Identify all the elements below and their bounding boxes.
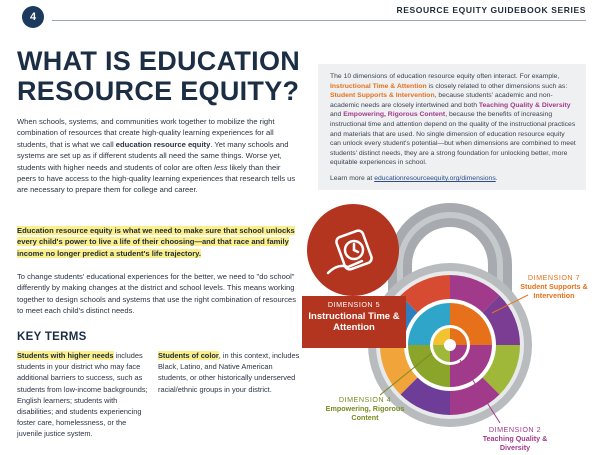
page-number: 4	[29, 11, 37, 23]
key-term-students-of-color	[158, 350, 303, 395]
dimension7-label: DIMENSION 7	[527, 273, 581, 282]
callout-dim2: Teaching Quality & Diversity	[478, 101, 571, 109]
title-line-1: WHAT IS EDUCATION	[17, 46, 301, 76]
key-terms-heading: KEY TERMS	[17, 331, 87, 343]
dimension4-callout	[324, 395, 406, 423]
callout-text-1: The 10 dimensions of education resource equity often interact. For example,	[330, 73, 560, 80]
learn-more-suffix: .	[495, 174, 498, 182]
highlighted-statement: Education resource equity is what we need to make sure that school unlocks every child's power to live a life of their choosing—and that race and family income no longer predict a student's life trajectory.	[17, 226, 295, 258]
learn-more-line	[330, 174, 576, 184]
key-term-higher-needs	[17, 350, 152, 440]
callout-dim4: Empowering, Rigorous Content	[343, 111, 446, 119]
p1-italic-word: less	[214, 162, 228, 172]
term-students-of-color-definition: , in this context, includes Black, Latino, and Native American students, or other historically underserved racial/ethnic groups in your district.	[158, 351, 300, 394]
change-paragraph: To change students' educational experiences for the better, we need to "do school" differently by making changes at the district and school levels. This means working together to design schools and systems that use the right combination of resources to meet each child's distinct needs.	[17, 272, 297, 316]
dimension7-name: Student Supports & Intervention	[520, 282, 588, 301]
highlight-paragraph	[17, 225, 299, 259]
callout-dim7: Student Supports & Intervention	[330, 92, 435, 100]
header-divider	[52, 20, 586, 21]
page-title	[17, 46, 307, 106]
series-title: RESOURCE EQUITY GUIDEBOOK SERIES	[396, 5, 586, 15]
term-students-of-color: Students of color	[158, 351, 219, 360]
dimension4-label: DIMENSION 4	[338, 395, 392, 404]
callout-text-4: and	[330, 111, 344, 119]
learn-more-prefix: Learn more at	[330, 174, 375, 182]
dimensions-callout	[318, 64, 586, 190]
callout-text-5: , because the benefits of increasing instructional time and attention depend on the quality of the instructional practices and materials that are used. No single dimension of education resource equity can unlock every student's potential—but when dimensions are combined to meet students' distinct needs, they are a strong foundation for unlocking better, more equitable experiences in school.	[330, 111, 576, 167]
callout-dim5: Instructional Time & Attention	[330, 82, 427, 90]
dimension2-callout	[470, 425, 560, 453]
callout-text	[330, 72, 576, 168]
dimension7-callout	[512, 273, 596, 301]
callout-text-2: is closely related to other dimensions such as:	[426, 82, 568, 90]
title-line-2: RESOURCE EQUITY?	[17, 76, 300, 106]
p1-text-a: When schools, systems, and communities work together to mobilize the right combination of resources that create high-quality learning experiences for all students, that is what we call	[17, 117, 275, 149]
dimensions-link[interactable]: educationresourceequity.org/dimensions	[374, 174, 496, 182]
page-number-badge	[22, 6, 44, 28]
p1-bold-term: education resource equity	[115, 139, 211, 149]
p1-text-c: likely than their peers to have access to the high-quality learning experiences that research tells us are necessary to prepare them for college and career.	[17, 162, 296, 195]
dimension5-box	[302, 296, 406, 348]
term-higher-needs-definition: includes students in your district who may face additional barriers to success, such as students from low-income backgrounds; English learners; students with disabilities; and students experiencing foster care, homelessness, or the juvenile justice system.	[17, 351, 148, 439]
dimension5-label: DIMENSION 5	[327, 300, 381, 309]
callout-text-3: , because students' academic and non-academic needs are closely intertwined and both	[330, 92, 553, 109]
p1-text-b: . Yet many schools and systems are set up as if different students all need the same things. Worse yet, students with higher needs and students of color are often	[17, 139, 289, 172]
dimension4-name: Empowering, Rigorous Content	[325, 404, 405, 423]
intro-paragraph	[17, 116, 299, 196]
dimension5-name: Instructional Time & Attention	[308, 311, 400, 333]
term-higher-needs: Students with higher needs	[17, 351, 114, 360]
dimension2-name: Teaching Quality & Diversity	[482, 434, 548, 453]
dimension2-label: DIMENSION 2	[488, 425, 542, 434]
